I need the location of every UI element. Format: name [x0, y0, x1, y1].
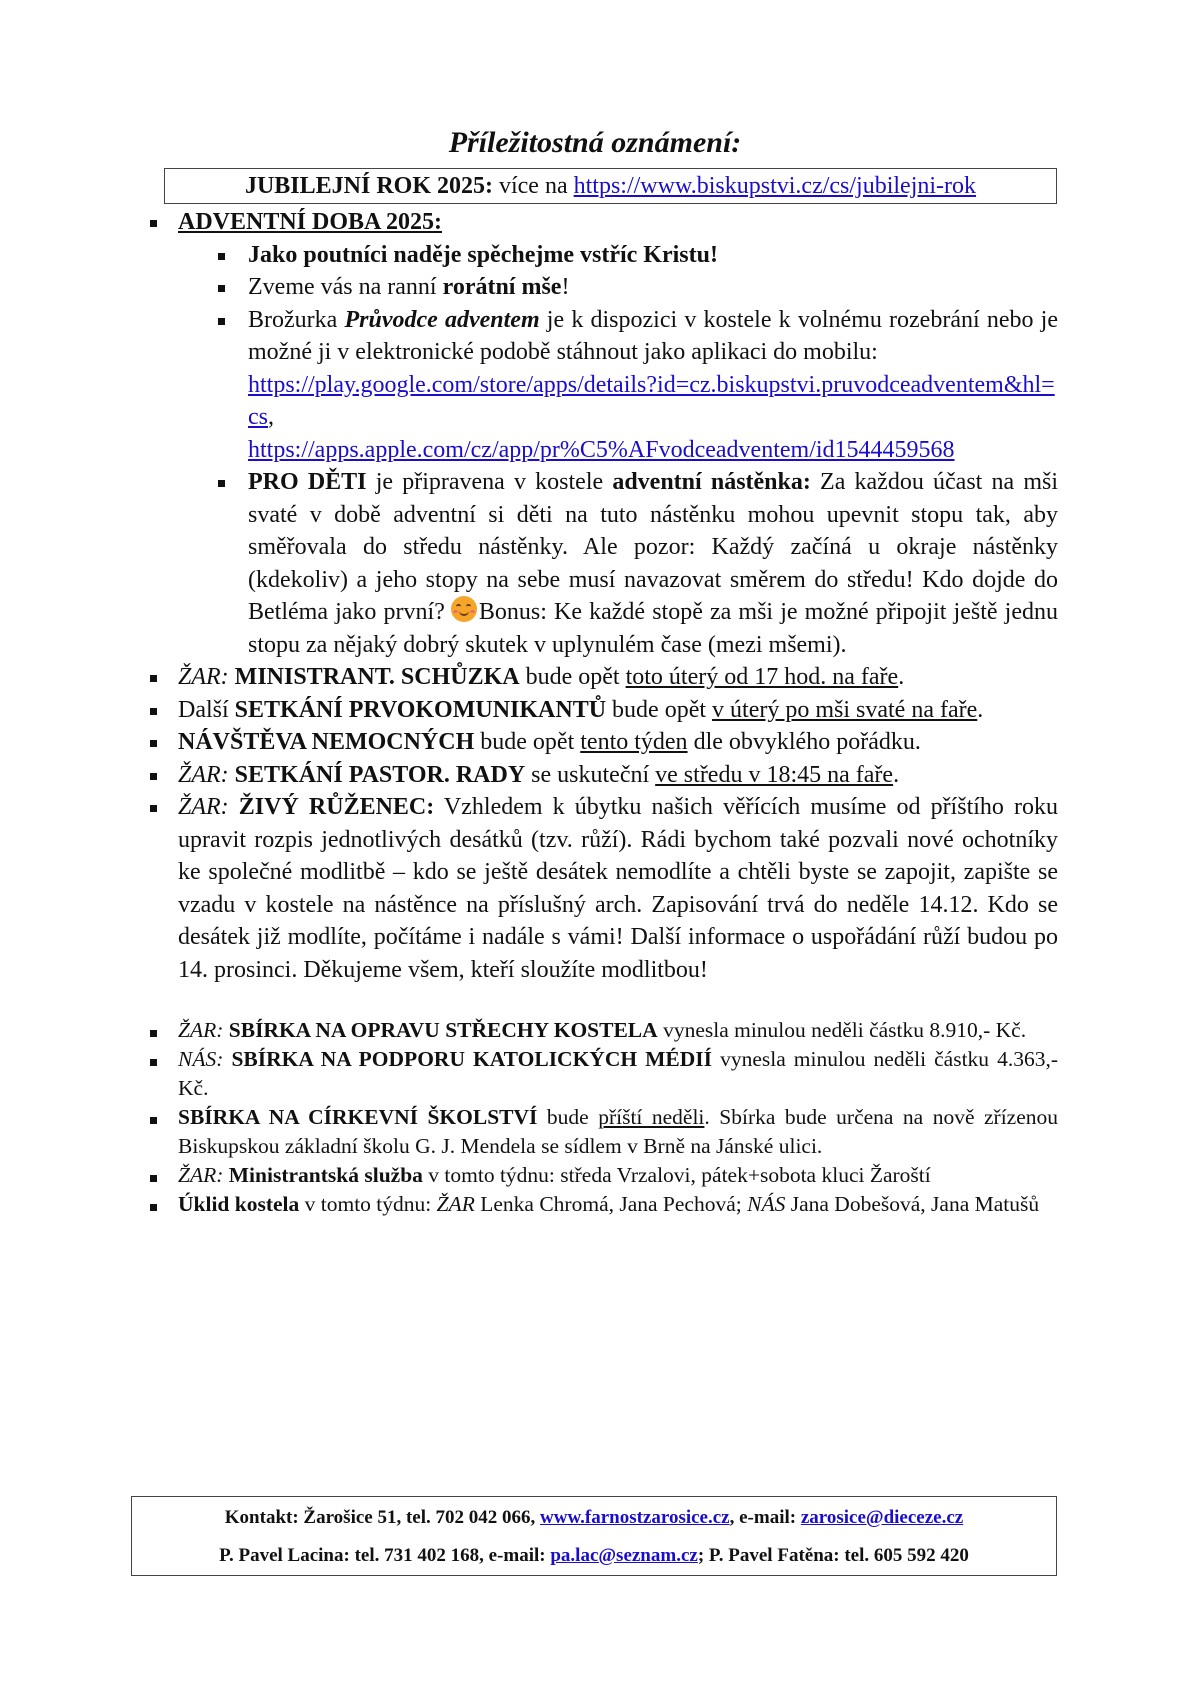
list-item	[146, 1161, 1058, 1190]
advent-board: adventní nástěnka:	[612, 469, 811, 495]
list-item	[146, 661, 1058, 694]
text: .	[977, 696, 984, 723]
google-play-link[interactable]: https://play.google.com/store/apps/details?id=cz.biskupstvi.pruvodceadventem&hl=cs	[248, 371, 1055, 430]
contact-footer	[131, 1496, 1057, 1576]
underlined-text: v úterý po mši svaté na faře	[712, 696, 978, 723]
spacer	[146, 986, 1058, 1016]
text: ; P. Pavel Fatěna: tel. 605 592 420	[697, 1545, 969, 1566]
list-item	[146, 694, 1058, 727]
parish-prefix: ŽAR:	[178, 664, 229, 690]
text: Bonus: Ke každé stopě za mši je možné připojit ještě jednu stopu za nějaký dobrý skutek v uplynulém čase (mezi mšemi).	[248, 599, 1058, 658]
jubilee-link[interactable]: https://www.biskupstvi.cz/cs/jubilejni-rok	[573, 173, 977, 199]
text: Vzhledem k úbytku našich věřících musíme od příštího roku upravit rozpis jednotlivých desátků (tzv. růží). Rádi bychom také pozvali nové ochotníky ke společné modlitbě – kdo se ještě desátek nemodlíte a chtěli byste se zapojit, zapište se vzadu v kostele na nástěnce na příslušný arch. Zapisování trvá do neděle 14.12. Kdo se desátek již modlíte, počítáme i nadále s vámi! Další informace o uspořádání růží budou po 14. prosinci. Děkujeme všem, kteří sloužíte modlitbou!	[178, 794, 1059, 983]
list-item	[146, 726, 1058, 759]
text: bude opět	[606, 696, 713, 723]
rorate-mass: rorátní mše	[442, 274, 562, 300]
advent-list	[214, 239, 1058, 662]
contact-line-1	[132, 1507, 1056, 1529]
parish-prefix: ŽAR	[436, 1192, 475, 1216]
text: ,	[268, 404, 274, 430]
list-item	[146, 759, 1058, 792]
announcements-content	[146, 206, 1058, 1219]
text: P. Pavel Lacina: tel. 731 402 168, e-mail:	[219, 1545, 551, 1566]
contact-line-2	[132, 1545, 1056, 1567]
jubilee-label: JUBILEJNÍ ROK 2025:	[244, 173, 493, 199]
item-title: Ministrantská služba	[228, 1163, 423, 1187]
text: bude opět	[474, 729, 581, 755]
text: bude opět	[519, 664, 626, 690]
brochure-title: Průvodce adventem	[344, 306, 540, 333]
item-title: SETKÁNÍ PRVOKOMUNIKANTŮ	[234, 696, 607, 723]
text: vynesla minulou neděli částku 4.363,- Kč.	[178, 1047, 1059, 1100]
parish-prefix: ŽAR:	[178, 794, 229, 820]
text: Další	[178, 696, 235, 723]
list-item	[146, 1103, 1058, 1161]
text: Brožurka	[248, 306, 345, 333]
advent-motto: Jako poutníci naděje spěchejme vstříc Kristu!	[248, 241, 718, 268]
parish-prefix: NÁS:	[178, 1047, 224, 1071]
text: v tomto týdnu:	[299, 1192, 437, 1216]
list-item	[146, 1016, 1058, 1045]
app-store-link[interactable]: https://apps.apple.com/cz/app/pr%C5%AFvodceadventem/id1544459568	[248, 436, 955, 463]
list-item	[146, 791, 1058, 986]
list-item	[214, 239, 1058, 272]
item-title: Úklid kostela	[178, 1192, 300, 1216]
text: Za každou účast na mši svaté v době adventní si děti na tuto nástěnku mohou upevnit stopu tak, aby směřovala do středu nástěnky. Ale pozor: Každý začíná u okraje nástěnky (kdekoliv) a jeho stopy na sebe musí navazovat směrem do středu! Kdo dojde do Betléma jako první?	[248, 469, 1058, 625]
item-title: SBÍRKA NA OPRAVU STŘECHY KOSTELA	[228, 1018, 658, 1042]
text: Zveme vás na ranní	[248, 274, 443, 300]
text: je připravena v kostele	[366, 469, 613, 495]
main-list	[146, 206, 1058, 986]
advent-heading: ADVENTNÍ DOBA 2025:	[178, 209, 443, 235]
text: .	[898, 664, 905, 690]
smiling-face-icon	[451, 596, 477, 622]
item-title: MINISTRANT. SCHŮZKA	[234, 664, 520, 690]
list-item	[214, 466, 1058, 661]
underlined-text: ve středu v 18:45 na faře	[655, 761, 894, 788]
advent-section	[146, 206, 1058, 661]
text: vynesla minulou neděli částku 8.910,- Kč.	[657, 1018, 1027, 1042]
parish-prefix: ŽAR:	[178, 761, 229, 788]
jubilee-box	[164, 168, 1057, 204]
text: Kontakt: Žarošice 51, tel. 702 042 066,	[224, 1507, 541, 1528]
text: dle obvyklého pořádku.	[687, 729, 921, 755]
parish-prefix: ŽAR:	[178, 1163, 224, 1187]
item-title: ŽIVÝ RŮŽENEC:	[238, 794, 435, 820]
priest-email-link[interactable]: pa.lac@seznam.cz	[550, 1545, 698, 1566]
list-item	[214, 271, 1058, 304]
parish-email-link[interactable]: zarosice@dieceze.cz	[800, 1507, 964, 1528]
website-link[interactable]: www.farnostzarosice.cz	[540, 1507, 730, 1528]
list-item	[146, 1045, 1058, 1103]
text: bude	[537, 1105, 599, 1129]
for-children: PRO DĚTI	[248, 469, 367, 495]
parish-prefix: NÁS	[747, 1192, 786, 1216]
text: . Sbírka bude určena na nově zřízenou Biskupskou základní školu G. J. Mendela se sídlem v Brně na Jánské ulici.	[178, 1105, 1058, 1158]
item-title: SBÍRKA NA PODPORU KATOLICKÝCH MÉDIÍ	[231, 1047, 713, 1071]
page-title: Příležitostná oznámení:	[448, 126, 742, 159]
underlined-text: tento týden	[580, 729, 688, 755]
collections-list	[146, 1016, 1058, 1219]
parish-prefix: ŽAR:	[178, 1018, 224, 1042]
text: Jana Dobešová, Jana Matušů	[785, 1192, 1040, 1216]
item-title: SBÍRKA NA CÍRKEVNÍ ŠKOLSTVÍ	[178, 1105, 538, 1129]
text: v tomto týdnu: středa Vrzalovi, pátek+sobota kluci Žaroští	[422, 1163, 931, 1187]
text: je k dispozici v kostele k volnému rozebrání nebo je možné ji v elektronické podobě stáhnout jako aplikaci do mobilu:	[248, 306, 1058, 365]
list-item	[214, 304, 1058, 467]
text: , e-mail:	[729, 1507, 801, 1528]
item-title: SETKÁNÍ PASTOR. RADY	[234, 761, 526, 788]
jubilee-text: více na	[492, 173, 574, 199]
text: se uskuteční	[525, 761, 656, 788]
item-title: NÁVŠTĚVA NEMOCNÝCH	[178, 729, 475, 755]
underlined-text: příští neděli	[598, 1105, 705, 1129]
text: Lenka Chromá, Jana Pechová;	[474, 1192, 748, 1216]
underlined-text: toto úterý od 17 hod. na faře	[625, 664, 899, 690]
list-item	[146, 1190, 1058, 1219]
text: .	[893, 761, 900, 788]
text: !	[561, 274, 570, 300]
